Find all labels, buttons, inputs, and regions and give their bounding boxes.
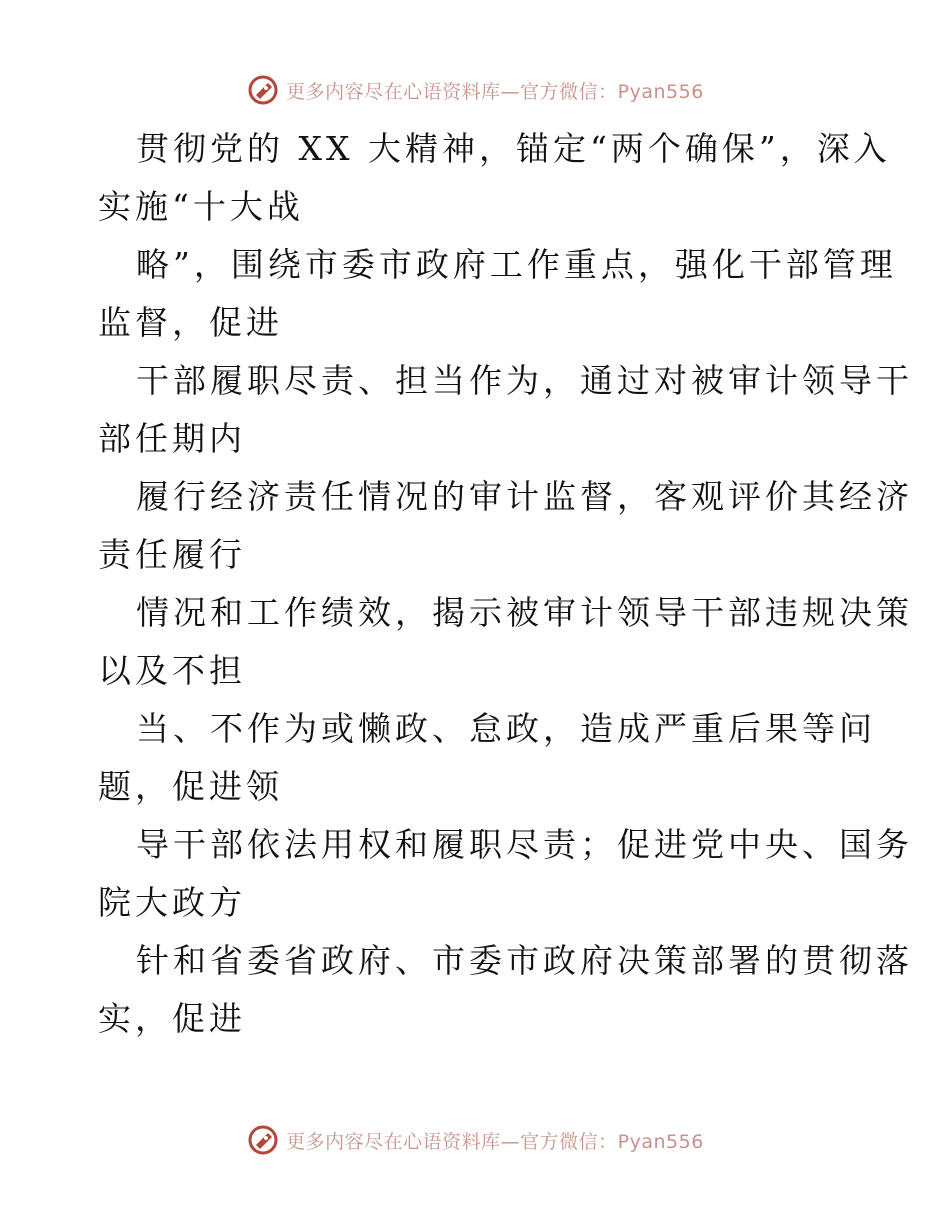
body-line: 履行经济责任情况的审计监督，客观评价其经济 bbox=[136, 477, 913, 516]
body-line: 责任履行 bbox=[98, 535, 246, 574]
body-line: 院大政方 bbox=[98, 883, 246, 922]
body-line: 题，促进领 bbox=[98, 767, 283, 806]
body-line: 监督，促进 bbox=[98, 303, 283, 342]
body-line: 导干部依法用权和履职尽责；促进党中央、国务 bbox=[136, 825, 913, 864]
body-line: 实，促进 bbox=[98, 999, 246, 1038]
body-line: 情况和工作绩效，揭示被审计领导干部违规决策 bbox=[136, 593, 913, 632]
body-line: 以及不担 bbox=[98, 651, 246, 690]
body-line: 针和省委省政府、市委市政府决策部署的贯彻落 bbox=[136, 941, 913, 980]
footer-banner-text: 更多内容尽在心语资料库—官方微信：Pyan556 bbox=[286, 1130, 704, 1153]
body-line: 实施“十大战 bbox=[98, 187, 304, 226]
body-line: 略”，围绕市委市政府工作重点，强化干部管理 bbox=[136, 245, 897, 284]
body-line: 部任期内 bbox=[98, 419, 246, 458]
header-banner-text: 更多内容尽在心语资料库—官方微信：Pyan556 bbox=[286, 80, 704, 103]
footer-banner bbox=[0, 1120, 950, 1160]
pen-nib-logo-icon bbox=[246, 1123, 280, 1157]
document-body bbox=[98, 120, 913, 1048]
body-line: 贯彻党的 XX 大精神，锚定“两个确保”，深入 bbox=[136, 129, 891, 168]
body-line: 当、不作为或懒政、怠政，造成严重后果等问 bbox=[136, 709, 876, 748]
body-line: 干部履职尽责、担当作为，通过对被审计领导干 bbox=[136, 361, 913, 400]
pen-nib-logo-icon bbox=[246, 73, 280, 107]
header-banner bbox=[0, 70, 950, 110]
